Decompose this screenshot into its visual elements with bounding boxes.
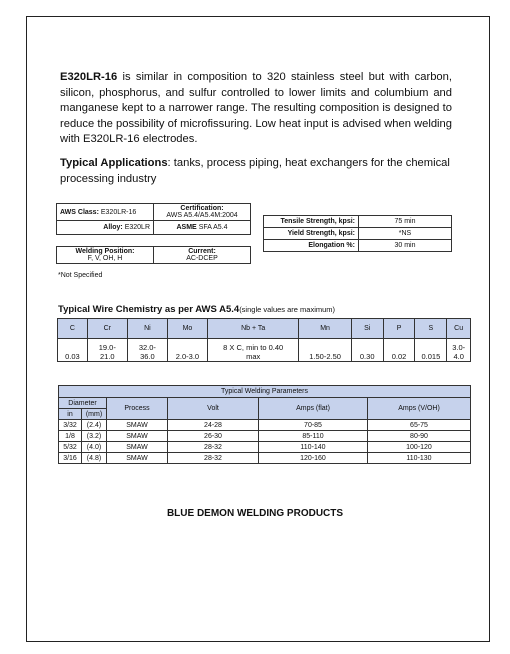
- alloy-value: E320LR: [124, 224, 150, 231]
- footnote: *Not Specified: [58, 272, 103, 279]
- row-volt: 28-32: [168, 453, 259, 464]
- welding-row: [59, 431, 471, 442]
- row-amps-voh: 65-75: [368, 420, 471, 431]
- classification-table: [56, 203, 251, 235]
- chemistry-title: [58, 304, 335, 315]
- row-amps-flat: 110-140: [259, 442, 368, 453]
- welding-row: [59, 420, 471, 431]
- mech-value: 75 min: [359, 216, 452, 228]
- chem-header-ni: Ni: [127, 319, 167, 339]
- row-process: SMAW: [107, 453, 168, 464]
- alloy-label: Alloy:: [103, 224, 123, 231]
- chem-value-cr: 19.0- 21.0: [87, 339, 127, 362]
- asme-value: SFA A5.4: [198, 224, 228, 231]
- welding-position-label: Welding Position:: [75, 248, 135, 255]
- row-volt: 28-32: [168, 442, 259, 453]
- row-mm: (4.0): [82, 442, 107, 453]
- row-amps-voh: 80-90: [368, 431, 471, 442]
- volt-header: Volt: [168, 398, 259, 420]
- aws-class-label: AWS Class:: [60, 208, 99, 216]
- welding-position-value: F, V, OH, H: [87, 255, 123, 262]
- chem-value-cu: 3.0- 4.0: [447, 339, 471, 362]
- mech-row: [264, 216, 452, 228]
- typical-applications: [60, 156, 452, 187]
- row-amps-flat: 120-160: [259, 453, 368, 464]
- mech-row: [264, 228, 452, 240]
- current-cell: [154, 247, 251, 264]
- chem-header-mo: Mo: [167, 319, 207, 339]
- welding-row: [59, 453, 471, 464]
- diameter-mm-header: (mm): [82, 409, 107, 420]
- amps-voh-header: Amps (V/OH): [368, 398, 471, 420]
- chem-value-p: 0.02: [383, 339, 415, 362]
- row-amps-voh: 100-120: [368, 442, 471, 453]
- amps-flat-header: Amps (flat): [259, 398, 368, 420]
- row-amps-flat: 70-85: [259, 420, 368, 431]
- row-mm: (3.2): [82, 431, 107, 442]
- row-volt: 26-30: [168, 431, 259, 442]
- row-in: 5/32: [59, 442, 82, 453]
- row-mm: (4.8): [82, 453, 107, 464]
- row-process: SMAW: [107, 431, 168, 442]
- row-process: SMAW: [107, 420, 168, 431]
- aws-class-value: E320LR-16: [100, 208, 137, 216]
- welding-parameters-table: [58, 385, 471, 464]
- asme-label: ASME: [176, 224, 197, 231]
- chem-header-c: C: [58, 319, 88, 339]
- mech-value: 30 min: [359, 240, 452, 252]
- chem-value-si: 0.30: [351, 339, 383, 362]
- welding-row: [59, 442, 471, 453]
- product-description: [60, 70, 452, 148]
- certification-label: Certification:: [180, 205, 224, 212]
- mech-label: Yield Strength, kpsi:: [264, 228, 359, 240]
- chem-header-mn: Mn: [299, 319, 351, 339]
- process-header: Process: [107, 398, 168, 420]
- current-value: AC-DCEP: [186, 255, 218, 262]
- certification-cell: [154, 204, 251, 221]
- row-amps-flat: 85-110: [259, 431, 368, 442]
- row-mm: (2.4): [82, 420, 107, 431]
- row-in: 1/8: [59, 431, 82, 442]
- diameter-header: Diameter: [59, 398, 107, 409]
- diameter-in-header: in: [59, 409, 82, 420]
- chemistry-table: [57, 318, 471, 362]
- description-text: is similar in composition to 320 stainless steel but with carbon, silicon, phosphorus, and sulfur controlled to lower limits and columbium and manganese kept to a narrower range. The resulting composition is designed to reduce the possibility of microfissuring. Low heat input is advised when welding with E320LR-16 electrodes.: [60, 71, 452, 145]
- mech-row: [264, 240, 452, 252]
- chemistry-title-text: Typical Wire Chemistry as per AWS A5.4: [58, 304, 240, 315]
- certification-value: AWS A5.4/A5.4M:2004: [166, 212, 238, 219]
- asme-cell: [154, 221, 251, 235]
- chem-value-mo: 2.0-3.0: [167, 339, 207, 362]
- chemistry-header-row: [58, 319, 471, 339]
- chem-header-s: S: [415, 319, 447, 339]
- chem-value-mn: 1.50-2.50: [299, 339, 351, 362]
- alloy-cell: [57, 221, 154, 235]
- row-in: 3/16: [59, 453, 82, 464]
- chem-value-s: 0.015: [415, 339, 447, 362]
- chem-header-cu: Cu: [447, 319, 471, 339]
- row-amps-voh: 110-130: [368, 453, 471, 464]
- chem-value-c: 0.03: [58, 339, 88, 362]
- chem-header-si: Si: [351, 319, 383, 339]
- chem-header-nbta: Nb + Ta: [207, 319, 298, 339]
- row-in: 3/32: [59, 420, 82, 431]
- chem-value-nbta: 8 X C, min to 0.40 max: [207, 339, 298, 362]
- current-label: Current:: [188, 248, 216, 255]
- mech-label: Tensile Strength, kpsi:: [264, 216, 359, 228]
- mech-label: Elongation %:: [264, 240, 359, 252]
- brand-name: BLUE DEMON WELDING PRODUCTS: [166, 508, 344, 519]
- welding-position-table: [56, 246, 251, 264]
- chemistry-note: (single values are maximum): [239, 305, 336, 314]
- applications-text: : tanks, process piping, heat exchangers for the chemical processing industry: [60, 157, 450, 185]
- mech-value: *NS: [359, 228, 452, 240]
- row-process: SMAW: [107, 442, 168, 453]
- aws-class-cell: [57, 204, 154, 221]
- chem-header-p: P: [383, 319, 415, 339]
- applications-heading: Typical Applications: [60, 157, 168, 169]
- welding-parameters-title: Typical Welding Parameters: [59, 386, 471, 398]
- row-volt: 24-28: [168, 420, 259, 431]
- chemistry-value-row: [58, 339, 471, 362]
- chem-header-cr: Cr: [87, 319, 127, 339]
- mechanical-properties-table: [263, 215, 452, 252]
- chem-value-ni: 32.0- 36.0: [127, 339, 167, 362]
- product-name: E320LR-16: [60, 71, 118, 83]
- welding-position-cell: [57, 247, 154, 264]
